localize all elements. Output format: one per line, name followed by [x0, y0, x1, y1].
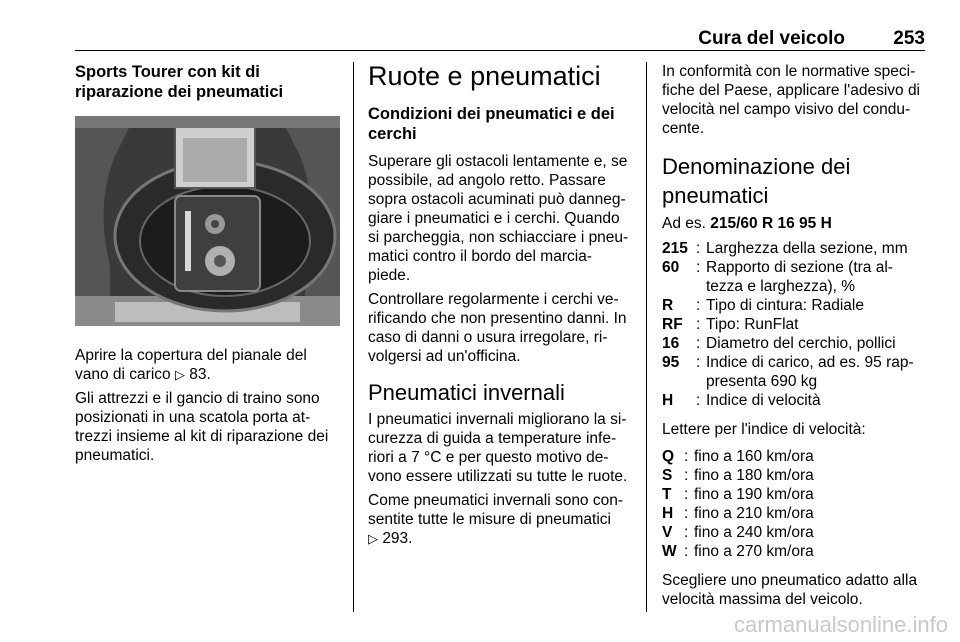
term-key: 16: [662, 335, 680, 352]
term-key: Q: [662, 448, 675, 465]
tools-paragraph: Gli attrezzi e il gancio di traino sono posizionati in una scatola porta at-trezzi insieme al kit di riparazione dei pneumatici.: [75, 390, 329, 464]
closing-paragraph: Scegliere uno pneumatico adatto alla velocità massima del veicolo.: [662, 572, 918, 608]
designation-row: [662, 391, 927, 410]
speed-intro: Lettere per l'indice di velocità:: [662, 421, 866, 438]
speed-row: [662, 485, 927, 504]
column-left: [75, 62, 340, 470]
open-cover-paragraph: [75, 346, 340, 384]
term-definition: fino a 210 km/ora: [694, 505, 814, 522]
designation-definition-list: [662, 239, 927, 410]
column-right: [662, 62, 927, 614]
column-middle: [368, 62, 633, 553]
term-key: 215: [662, 240, 688, 257]
term-key: V: [662, 524, 673, 541]
term-key: T: [662, 486, 672, 503]
open-cover-ref: 83.: [189, 366, 211, 383]
winter-tyres-heading: Pneumatici invernali: [368, 380, 565, 405]
example-value: 215/60 R 16 95 H: [710, 215, 832, 232]
designation-row: [662, 353, 927, 391]
column-divider: [353, 62, 354, 612]
page-ref-icon: ▷: [368, 531, 378, 546]
winter-sizes-paragraph: [368, 491, 633, 548]
term-key: RF: [662, 316, 683, 333]
term-key: H: [662, 505, 674, 522]
term-definition: Tipo di cintura: Radiale: [706, 297, 864, 314]
designation-row: [662, 334, 927, 353]
term-separator: :: [684, 448, 689, 465]
designation-row: [662, 315, 927, 334]
example-line: [662, 214, 927, 233]
designation-row: [662, 296, 927, 315]
designation-row: [662, 239, 927, 258]
term-separator: :: [684, 505, 689, 522]
section-title: Cura del veicolo: [698, 28, 845, 49]
winter-sizes-ref: 293.: [382, 530, 413, 547]
term-separator: :: [684, 524, 689, 541]
term-separator: :: [684, 467, 689, 484]
term-separator: :: [696, 297, 701, 314]
term-definition: fino a 270 km/ora: [694, 543, 814, 560]
speed-index-list: [662, 447, 927, 561]
speed-row: [662, 466, 927, 485]
page-ref-icon: ▷: [174, 367, 185, 382]
term-separator: :: [696, 259, 701, 276]
kit-heading: Sports Tourer con kit di riparazione dei pneumatici: [75, 63, 284, 101]
term-definition: fino a 180 km/ora: [694, 467, 814, 484]
winter-sizes-text: Come pneumatici invernali sono con-sentite tutte le misure di pneumatici: [368, 492, 624, 528]
speed-row: [662, 523, 927, 542]
term-key: H: [662, 392, 674, 409]
check-rims-paragraph: Controllare regolarmente i cerchi ve-rificando che non presentino danni. In caso di danni o usura irregolare, ri-volgersi ad un'officina.: [368, 291, 627, 365]
open-cover-text: Aprire la copertura del pianale del vano di carico: [75, 347, 307, 383]
speed-row: [662, 447, 927, 466]
term-definition: Indice di carico, ad es. 95 rap-presenta 690 kg: [706, 354, 914, 390]
trunk-photo: [75, 116, 340, 326]
term-definition: Tipo: RunFlat: [706, 316, 799, 333]
term-definition: Indice di velocità: [706, 392, 821, 409]
page-number: 253: [893, 28, 925, 49]
condition-subheading: Condizioni dei pneumatici e dei cerchi: [368, 105, 615, 143]
page-header: [75, 28, 925, 51]
term-key: 95: [662, 354, 680, 371]
tyre-designation-heading: Denominazione dei pneumatici: [662, 154, 851, 208]
term-separator: :: [696, 335, 701, 352]
winter-tyres-paragraph: I pneumatici invernali migliorano la si-curezza di guida a temperature infe-riori a 7 °C e per questo motivo de-vono essere utilizzati su tutte le ruote.: [368, 411, 628, 485]
column-divider: [646, 62, 647, 612]
term-definition: fino a 240 km/ora: [694, 524, 814, 541]
sticker-paragraph: In conformità con le normative speci-fiche del Paese, applicare l'adesivo di velocità nel campo visivo del condu-cente.: [662, 63, 921, 137]
term-definition: fino a 190 km/ora: [694, 486, 814, 503]
term-separator: :: [684, 543, 689, 560]
designation-row: [662, 258, 927, 296]
term-key: S: [662, 467, 673, 484]
spare-wheel-well-illustration: [75, 116, 340, 326]
term-definition: Larghezza della sezione, mm: [706, 240, 908, 257]
term-definition: fino a 160 km/ora: [694, 448, 814, 465]
term-separator: :: [696, 354, 701, 371]
watermark-text: carmanualsonline.info: [733, 612, 948, 637]
term-separator: :: [684, 486, 689, 503]
term-separator: :: [696, 316, 701, 333]
term-separator: :: [696, 392, 701, 409]
wheels-title: Ruote e pneumatici: [368, 61, 601, 91]
example-prefix: Ad es.: [662, 215, 706, 232]
term-key: R: [662, 297, 674, 314]
term-separator: :: [696, 240, 701, 257]
term-definition: Diametro del cerchio, pollici: [706, 335, 896, 352]
term-definition: Rapporto di sezione (tra al-tezza e larghezza), %: [706, 259, 893, 295]
term-key: 60: [662, 259, 680, 276]
obstacles-paragraph: Superare gli ostacoli lentamente e, se possibile, ad angolo retto. Passare sopra ostacoli acuminati può danneg-giare i pneumatici e i cerchi. Quando si parcheggia, non schiacciare i pneu-matici contro il bordo del marcia-piede.: [368, 153, 629, 284]
term-key: W: [662, 543, 677, 560]
speed-row: [662, 504, 927, 523]
speed-row: [662, 542, 927, 561]
